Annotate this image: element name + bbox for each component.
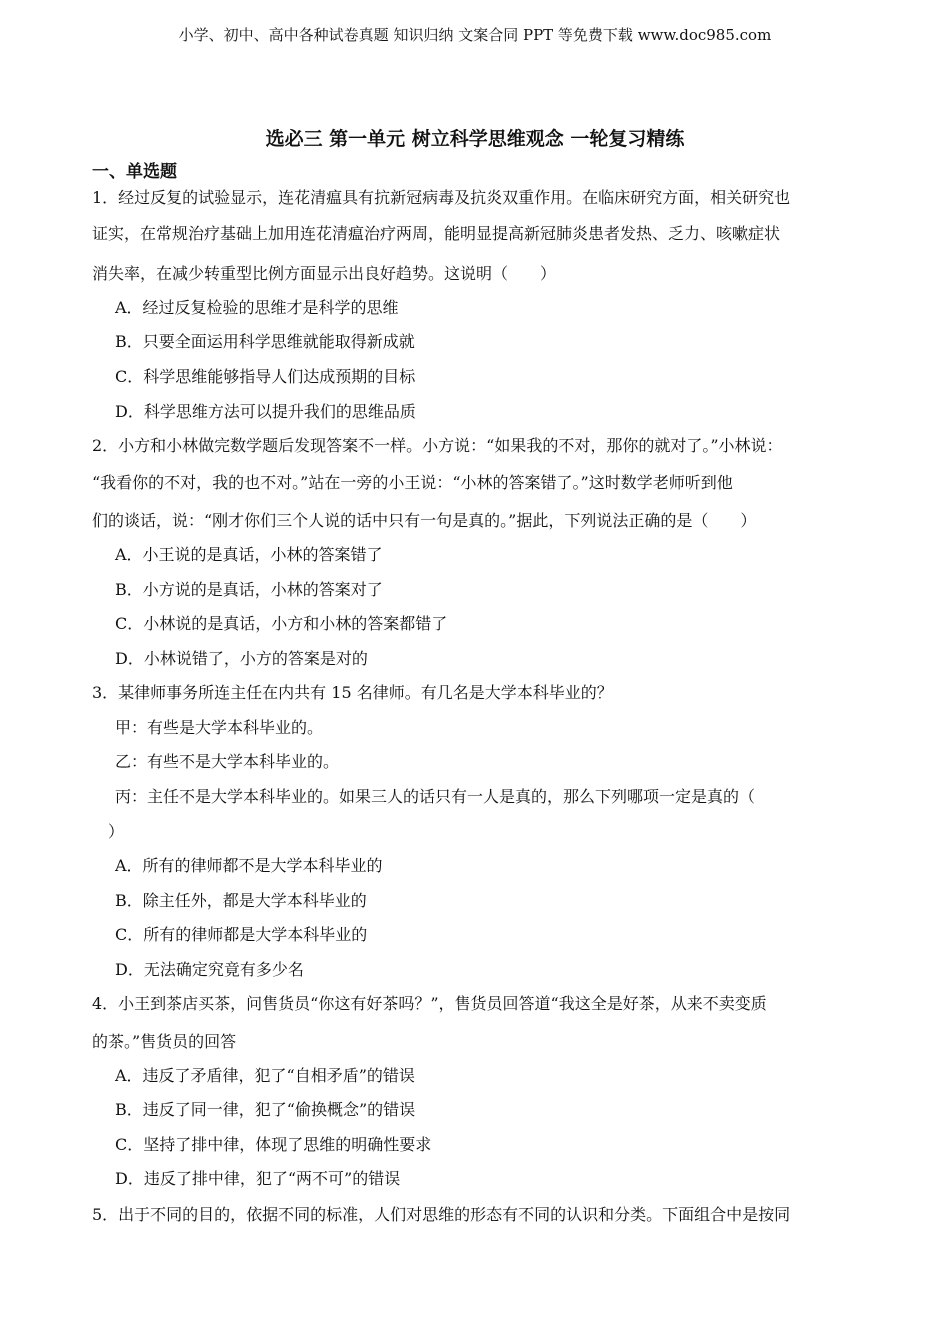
- q1-option-c: C．科学思维能够指导人们达成预期的目标: [115, 367, 416, 386]
- q4-stem-line: 的茶。”售货员的回答: [92, 1032, 237, 1051]
- page-title: 选必三 第一单元 树立科学思维观念 一轮复习精练: [265, 128, 685, 150]
- q4-stem-line: 4．小王到茶店买茶，问售货员“你这有好茶吗？”，售货员回答道“我这全是好茶，从来不卖变质: [92, 994, 767, 1013]
- q2-option-a: A．小王说的是真话，小林的答案错了: [115, 545, 383, 564]
- q5-stem-line: 5．出于不同的目的，依据不同的标准，人们对思维的形态有不同的认识和分类。下面组合中是按同: [92, 1205, 791, 1224]
- q3-statement-bing: 丙：主任不是大学本科毕业的。如果三人的话只有一人是真的，那么下列哪项一定是真的（: [115, 787, 756, 806]
- q3-statement-bing-cont: ）: [108, 822, 125, 841]
- q4-option-b: B．违反了同一律，犯了“偷换概念”的错误: [115, 1100, 416, 1119]
- q3-option-b: B．除主任外，都是大学本科毕业的: [115, 891, 367, 910]
- q1-stem-line: 证实，在常规治疗基础上加用连花清瘟治疗两周，能明显提高新冠肺炎患者发热、乏力、咳嗽症状: [92, 224, 781, 243]
- q3-option-c: C．所有的律师都是大学本科毕业的: [115, 925, 368, 944]
- q3-statement-jia: 甲：有些是大学本科毕业的。: [115, 718, 324, 737]
- q2-stem-line: “我看你的不对，我的也不对。”站在一旁的小王说：“小林的答案错了。”这时数学老师听到他: [92, 473, 733, 492]
- q1-option-b: B．只要全面运用科学思维就能取得新成就: [115, 332, 415, 351]
- q3-option-a: A．所有的律师都不是大学本科毕业的: [115, 856, 383, 875]
- q3-statement-yi: 乙：有些不是大学本科毕业的。: [115, 752, 340, 771]
- q2-option-c: C．小林说的是真话，小方和小林的答案都错了: [115, 614, 448, 633]
- q2-option-d: D．小林说错了，小方的答案是对的: [115, 649, 368, 668]
- section-heading: 一、单选题: [92, 162, 177, 182]
- q4-option-a: A．违反了矛盾律，犯了“自相矛盾”的错误: [115, 1066, 415, 1085]
- q1-stem-line: 1．经过反复的试验显示，连花清瘟具有抗新冠病毒及抗炎双重作用。在临床研究方面，相关研究也: [92, 188, 791, 207]
- q1-option-d: D．科学思维方法可以提升我们的思维品质: [115, 402, 416, 421]
- q1-stem-line: 消失率，在减少转重型比例方面显示出良好趋势。这说明（ ）: [92, 264, 557, 283]
- q2-stem-line: 们的谈话，说：“刚才你们三个人说的话中只有一句是真的。”据此，下列说法正确的是（ ）: [92, 511, 757, 530]
- q1-option-a: A．经过反复检验的思维才是科学的思维: [115, 298, 399, 317]
- page-header: 小学、初中、高中各种试卷真题 知识归纳 文案合同 PPT 等免费下载 www.doc985.com: [178, 26, 772, 44]
- q3-stem-line: 3．某律师事务所连主任在内共有 15 名律师。有几名是大学本科毕业的？: [92, 683, 613, 702]
- q3-option-d: D．无法确定究竟有多少名: [115, 960, 304, 979]
- q2-stem-line: 2．小方和小林做完数学题后发现答案不一样。小方说：“如果我的不对，那你的就对了。”小林说：: [92, 436, 783, 455]
- q2-option-b: B．小方说的是真话，小林的答案对了: [115, 580, 383, 599]
- q4-option-c: C．坚持了排中律，体现了思维的明确性要求: [115, 1135, 432, 1154]
- q4-option-d: D．违反了排中律，犯了“两不可”的错误: [115, 1169, 401, 1188]
